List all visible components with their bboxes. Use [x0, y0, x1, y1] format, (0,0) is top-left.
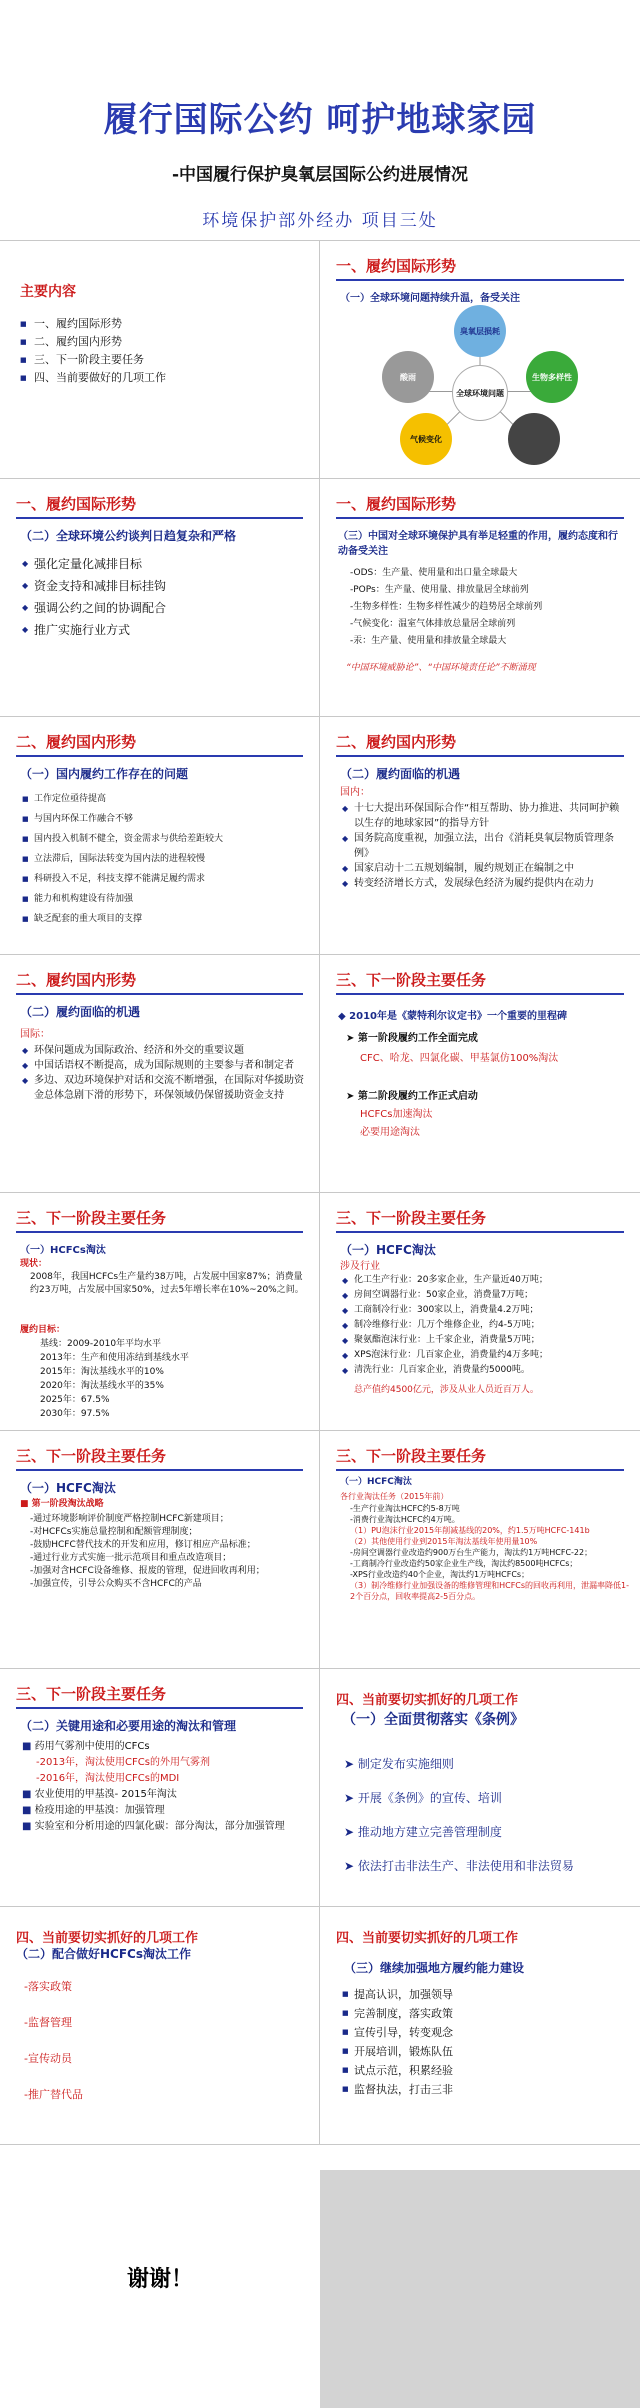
list-item-text: 农业使用的甲基溴- 2015年淘汰	[34, 1789, 177, 1800]
divider	[336, 517, 624, 519]
section-label-text: 第一阶段淘汰战略	[31, 1499, 104, 1509]
section-label: 国内：	[340, 787, 370, 798]
slide-heading: 一、履约国际形势	[336, 495, 457, 513]
list-item: 2020年：淘汰基线水平的35%	[40, 1381, 164, 1391]
slide-work-1	[320, 1669, 640, 1906]
list-item: -落实政策	[24, 1980, 72, 1993]
phase-one: ➤ 第一阶段履约工作全面完成	[346, 1033, 478, 1044]
center-node: 全球环境问题	[452, 365, 508, 421]
slide-heading: 二、履约国内形势	[16, 733, 137, 751]
slide-heading: 三、下一阶段主要任务	[336, 1209, 487, 1227]
slide-subheading: （一）HCFCs淘汰	[20, 1245, 106, 1256]
status-text: 2008年，我国HCFCs生产量约38万吨，占发展中国家87%；消费量约23万吨，占发展中国家50%，过去5年增长率在10%~20%之间。	[30, 1272, 304, 1295]
bullet-list	[22, 789, 307, 929]
list-item: -房间空调器行业改造约900万台生产能力，淘汰约1万吨HCFC-22；	[350, 1548, 593, 1557]
list-item: ■ 开展培训，锻炼队伍	[342, 2042, 627, 2061]
work-list	[24, 1969, 83, 2113]
status-label: 现状：	[20, 1259, 48, 1269]
stat-list	[350, 565, 630, 650]
slide-heading: 四、当前要切实抓好的几项工作	[16, 1931, 199, 1946]
ozone-node: 臭氧层损耗	[454, 305, 506, 357]
biodiversity-node: 生物多样性	[526, 351, 578, 403]
slide-international-3	[320, 479, 640, 716]
list-item: ■ 立法滞后，国际法转变为国内法的进程较慢	[22, 849, 307, 869]
slide-row	[0, 1907, 640, 2145]
list-item: （3）制冷维修行业加强设备的维修管理和HCFCs的回收再利用，泄漏率降低1-2个百分点，回收率提高2-5百分点。	[350, 1581, 630, 1601]
phase-two-detail: 必要用途淘汰	[360, 1127, 420, 1138]
list-item: ➤ 依法打击非法生产、非法使用和非法贸易	[344, 1859, 574, 1873]
bullet-list	[342, 801, 627, 891]
list-item: ■ 检疫用途的甲基溴：加强管理	[22, 1805, 165, 1816]
slide-subheading: （一）HCFC淘汰	[340, 1477, 412, 1487]
divider	[16, 755, 303, 757]
list-item: -2016年，淘汰使用CFCs的MDI	[36, 1773, 180, 1784]
slide-tasks-3	[320, 1193, 640, 1430]
list-item: ■ 药用气雾剂中使用的CFCs	[22, 1741, 150, 1752]
slide-heading: 三、下一阶段主要任务	[16, 1685, 167, 1703]
list-item: ■ 实验室和分析用途的四氯化碳：部分淘汰，部分加强管理	[22, 1821, 285, 1832]
list-item-text: 药用气雾剂中使用的CFCs	[34, 1741, 150, 1752]
list-item-text: 依法打击非法生产、非法使用和非法贸易	[357, 1859, 574, 1873]
divider	[336, 279, 624, 281]
slide-heading: 三、下一阶段主要任务	[16, 1447, 167, 1465]
slide-row	[0, 1193, 640, 1431]
list-item: -XPS行业改造约40个企业，淘汰约1万吨HCFCs；	[350, 1570, 530, 1579]
slide-domestic-1	[0, 717, 320, 954]
list-item: ■ 农业使用的甲基溴- 2015年淘汰	[22, 1789, 177, 1800]
section-label: 各行业淘汰任务（2015年前）	[340, 1492, 449, 1501]
list-item: -通过环境影响评价制度严格控制HCFC新建项目；	[30, 1514, 229, 1524]
list-item: -鼓励HCFC替代技术的开发和应用，修订相应产品标准；	[30, 1540, 256, 1550]
list-item: ➤ 开展《条例》的宣传、培训	[344, 1791, 502, 1805]
slide-subheading: （一）HCFC淘汰	[340, 1243, 436, 1257]
list-item: （1）PU泡沫行业2015年削减基线的20%，约1.5万吨HCFC-141b	[350, 1526, 590, 1535]
organization: 环境保护部外经办 项目三处	[202, 211, 438, 231]
bullet-list	[22, 1043, 307, 1103]
list-item: -通过行业方式实施一批示范项目和重点改造项目；	[30, 1553, 232, 1563]
list-item: ◆ 房间空调器行业：50家企业，消费量7万吨；	[342, 1288, 632, 1303]
list-item: ■ 提高认识，加强领导	[342, 1985, 627, 2004]
slide-row	[0, 717, 640, 955]
phase-one-text: 第一阶段履约工作全面完成	[357, 1033, 478, 1044]
slide-subheading: （三）继续加强地方履约能力建设	[344, 1961, 525, 1975]
milestone-line: ◆ 2010年是《蒙特利尔议定书》一个重要的里程碑	[338, 1011, 568, 1022]
environment-diagram	[380, 301, 580, 471]
contents-item: ■ 四、当前要做好的几项工作	[20, 369, 166, 387]
list-item-text: 检疫用途的甲基溴：加强管理	[34, 1805, 165, 1816]
list-item: ◆ 转变经济增长方式，发展绿色经济为履约提供内在动力	[342, 876, 627, 891]
slide-thanks	[0, 2170, 320, 2408]
subtitle: -中国履行保护臭氧层国际公约进展情况	[171, 165, 469, 185]
divider	[16, 1707, 303, 1709]
list-item: ◆ 国家启动十二五规划编制，履约规划正在编制之中	[342, 861, 627, 876]
slide-international-1	[320, 241, 640, 478]
bullet-list	[22, 553, 307, 641]
acid-rain-node: 酸雨	[382, 351, 434, 403]
slide-international-2	[0, 479, 320, 716]
list-item: ◆ 清洗行业：几百家企业，消费量约5000吨。	[342, 1363, 632, 1378]
slide-subheading: （一）国内履约工作存在的问题	[20, 767, 189, 781]
list-item: -工商制冷行业改造约50家企业生产线，淘汰约8500吨HCFCs；	[350, 1559, 578, 1568]
slide-subheading: （三）中国对全球环境保护具有举足轻重的作用，履约态度和行动备受关注	[338, 531, 618, 557]
slide-subheading: （一）全面贯彻落实《条例》	[342, 1712, 524, 1728]
list-item: ◆ 资金支持和减排目标挂钩	[22, 575, 307, 597]
list-item: ■ 监督执法，打击三非	[342, 2080, 627, 2099]
divider	[16, 1469, 303, 1471]
contents-item: ■ 二、履约国内形势	[20, 333, 166, 351]
phase-two-detail: HCFCs加速淘汰	[360, 1109, 433, 1120]
list-item: -加强对含HCFC设备维修、报废的管理，促进回收再利用；	[30, 1566, 265, 1576]
milestone-text: 2010年是《蒙特利尔议定书》一个重要的里程碑	[349, 1011, 568, 1022]
slide-row	[0, 241, 640, 479]
list-item: ◆ 工商制冷行业：300家以上，消费量4.2万吨；	[342, 1303, 632, 1318]
list-item: ◆ 多边、双边环境保护对话和交流不断增强，在国际对华援助资金总体急剧下滑的形势下，环保领域仍保留援助资金支持	[22, 1073, 307, 1103]
list-item: -生产行业淘汰HCFC约5-8万吨	[350, 1504, 460, 1513]
slide-row	[0, 955, 640, 1193]
slide-row	[0, 1669, 640, 1907]
slide-grid	[0, 241, 640, 2145]
divider	[336, 1469, 624, 1471]
title-slide	[0, 0, 640, 241]
list-item: -汞：生产量、使用量和排放量全球最大	[350, 636, 507, 646]
section-label: 国际：	[20, 1029, 50, 1040]
list-item: （2）其他使用行业到2015年淘汰基线年使用量10%	[350, 1537, 538, 1546]
list-item: -生物多样性：生物多样性减少的趋势居全球前列	[350, 602, 543, 612]
slide-tasks-2	[0, 1193, 320, 1430]
note: “中国环境威胁论”、“中国环境责任论”不断涌现	[346, 663, 536, 673]
list-item: -POPs：生产量、使用量、排放量居全球前列	[350, 585, 529, 595]
list-item: 2015年：淘汰基线水平的10%	[40, 1367, 164, 1377]
divider	[336, 1231, 624, 1233]
slide-tasks-5	[320, 1431, 640, 1668]
targets-label: 履约目标：	[20, 1325, 66, 1335]
list-item: ◆ 化工生产行业：20多家企业，生产量近40万吨；	[342, 1273, 632, 1288]
slide-tasks-4	[0, 1431, 320, 1668]
slide-heading: 三、下一阶段主要任务	[336, 971, 487, 989]
list-item: ■ 与国内环保工作融合不够	[22, 809, 307, 829]
list-item: ➤ 制定发布实施细则	[344, 1757, 454, 1771]
slide-subheading: （二）配合做好HCFCs淘汰工作	[16, 1947, 191, 1961]
targets-list	[40, 1337, 189, 1421]
list-item: ◆ 环保问题成为国际政治、经济和外交的重要议题	[22, 1043, 307, 1058]
list-item: ■ 能力和机构建设有待加强	[22, 889, 307, 909]
contents-item: ■ 一、履约国际形势	[20, 315, 166, 333]
phase-two-text: 第二阶段履约工作正式启动	[357, 1091, 478, 1102]
list-item: ◆ 十七大提出环保国际合作“相互帮助、协力推进、共同呵护赖以生存的地球家园”的指导方针	[342, 801, 627, 831]
list-item: ◆ 国务院高度重视，加强立法，出台《消耗臭氧层物质管理条例》	[342, 831, 627, 861]
slide-subheading: （一）全球环境问题持续升温，备受关注	[340, 293, 520, 304]
slide-subheading: （二）全球环境公约谈判日趋复杂和严格	[20, 529, 237, 543]
slide-heading: 四、当前要切实抓好的几项工作	[336, 1693, 519, 1708]
list-item: ■ 缺乏配套的重大项目的支撑	[22, 909, 307, 929]
slide-row	[0, 1431, 640, 1669]
list-item-text: 推动地方建立完善管理制度	[357, 1825, 502, 1839]
slide-domestic-3	[0, 955, 320, 1192]
slide-subheading: （一）HCFC淘汰	[20, 1481, 116, 1495]
list-item: -加强宣传，引导公众购买不含HCFC的产品	[30, 1579, 202, 1589]
list-item: -气候变化：温室气体排放总量居全球前列	[350, 619, 516, 629]
list-item: -推广替代品	[24, 2088, 83, 2101]
section-label: ■ 第一阶段淘汰战略	[20, 1499, 104, 1509]
list-item: ■ 工作定位亟待提高	[22, 789, 307, 809]
uses-list	[22, 1739, 308, 1835]
list-item: ◆ 聚氨酯泡沫行业：上千家企业，消费量5万吨；	[342, 1333, 632, 1348]
bullet-list	[342, 1985, 627, 2099]
list-item: ■ 完善制度，落实政策	[342, 2004, 627, 2023]
list-item: 2013年：生产和使用冻结到基线水平	[40, 1353, 189, 1363]
list-item: ■ 国内投入机制不健全，资金需求与供给差距较大	[22, 829, 307, 849]
list-item: ◆ 推广实施行业方式	[22, 619, 307, 641]
list-item: ◆ 制冷维修行业：几万个维修企业，约4-5万吨；	[342, 1318, 632, 1333]
section-label: 涉及行业	[340, 1261, 380, 1272]
list-item: 2030年：97.5%	[40, 1409, 110, 1419]
slide-row	[0, 479, 640, 717]
bullet-list	[342, 1273, 632, 1378]
slide-subheading: （二）关键用途和必要用途的淘汰和管理	[20, 1719, 237, 1733]
divider	[16, 1231, 303, 1233]
list-item: -宣传动员	[24, 2052, 72, 2065]
list-item: ■ 试点示范，积累经验	[342, 2061, 627, 2080]
main-title: 履行国际公约 呵护地球家园	[103, 100, 537, 140]
divider	[16, 517, 303, 519]
list-item: -ODS：生产量、使用量和出口量全球最大	[350, 568, 518, 578]
list-item: 2025年：67.5%	[40, 1395, 110, 1405]
divider	[336, 755, 624, 757]
list-item-text: 实验室和分析用途的四氯化碳：部分淘汰，部分加强管理	[34, 1821, 285, 1832]
slide-work-3	[320, 1907, 640, 2144]
phase-one-detail: CFC、哈龙、四氯化碳、甲基氯仿100%淘汰	[360, 1053, 559, 1064]
slide-heading: 一、履约国际形势	[16, 495, 137, 513]
list-item: ➤ 推动地方建立完善管理制度	[344, 1825, 502, 1839]
list-item: -监督管理	[24, 2016, 72, 2029]
list-item-text: 开展《条例》的宣传、培训	[357, 1791, 502, 1805]
list-item: ■ 宣传引导，转变观念	[342, 2023, 627, 2042]
list-item: -2013年，淘汰使用CFCs的外用气雾剂	[36, 1757, 210, 1768]
slide-tasks-6	[0, 1669, 320, 1906]
dark-node	[508, 413, 560, 465]
slide-work-2	[0, 1907, 320, 2144]
list-item: -消费行业淘汰HCFC约4万吨。	[350, 1515, 460, 1524]
slide-subheading: （二）履约面临的机遇	[340, 767, 461, 781]
list-item: -对HCFCs实施总量控制和配额管理制度；	[30, 1527, 198, 1537]
thanks-text: 谢谢！	[126, 2266, 193, 2292]
divider	[16, 993, 303, 995]
slide-domestic-2	[320, 717, 640, 954]
list-item: ◆ 强调公约之间的协调配合	[22, 597, 307, 619]
contents-heading: 主要内容	[20, 284, 76, 300]
strategy-list	[30, 1513, 310, 1591]
slide-heading: 一、履约国际形势	[336, 257, 457, 275]
list-item: ◆ XPS泡沫行业：几百家企业，消费量约4万多吨；	[342, 1348, 632, 1363]
phaseout-list	[350, 1503, 632, 1602]
slide-heading: 四、当前要切实抓好的几项工作	[336, 1931, 519, 1946]
slide-heading: 三、下一阶段主要任务	[336, 1447, 487, 1465]
list-item-text: 制定发布实施细则	[357, 1757, 454, 1771]
work-list	[344, 1747, 634, 1883]
list-item: ◆ 强化定量化减排目标	[22, 553, 307, 575]
contents-item: ■ 三、下一阶段主要任务	[20, 351, 166, 369]
climate-node: 气候变化	[400, 413, 452, 465]
slide-heading: 二、履约国内形势	[16, 971, 137, 989]
slide-contents	[0, 241, 320, 478]
slide-tasks-1	[320, 955, 640, 1192]
slide-subheading: （二）履约面临的机遇	[20, 1005, 141, 1019]
note: 总产值约4500亿元，涉及从业人员近百万人。	[354, 1385, 539, 1395]
slide-heading: 三、下一阶段主要任务	[16, 1209, 167, 1227]
empty-slide	[320, 2170, 640, 2408]
list-item: ◆ 中国话语权不断提高，成为国际规则的主要参与者和制定者	[22, 1058, 307, 1073]
list-item: ■ 科研投入不足，科技支撑不能满足履约需求	[22, 869, 307, 889]
list-item: 基线：2009-2010年平均水平	[40, 1339, 162, 1349]
divider	[336, 993, 624, 995]
slide-heading: 二、履约国内形势	[336, 733, 457, 751]
phase-two: ➤ 第二阶段履约工作正式启动	[346, 1091, 478, 1102]
